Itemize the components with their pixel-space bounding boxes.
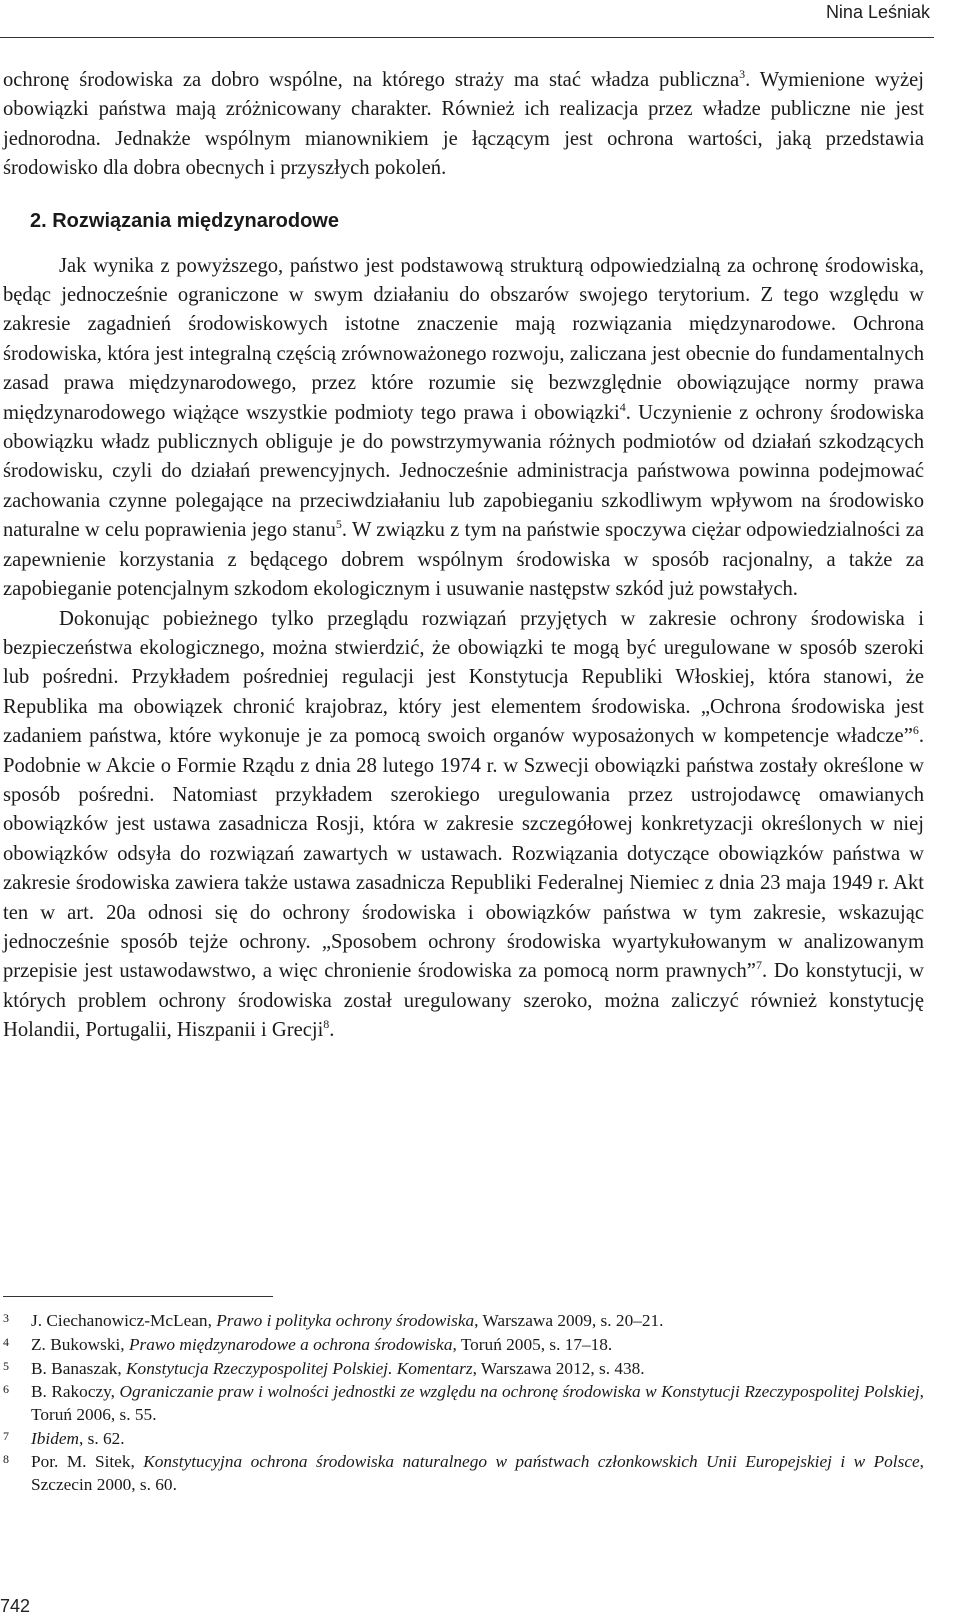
footnote-author: J. Ciechanowicz-McLean, <box>31 1311 217 1330</box>
footnote-ref-4[interactable]: 4 <box>619 399 626 414</box>
footnote-ref-5[interactable]: 5 <box>335 517 342 532</box>
footnote-number: 7 <box>3 1428 9 1443</box>
footnote-source: , Warszawa 2009, s. 20–21. <box>474 1311 664 1330</box>
footnote-number: 4 <box>3 1334 9 1349</box>
footnote-title: Prawo i polityka ochrony środowiska <box>216 1311 475 1330</box>
footnote-4 <box>3 1334 924 1357</box>
footnote-6 <box>3 1381 924 1426</box>
footnote-ref-7[interactable]: 7 <box>755 958 762 973</box>
footnote-8 <box>3 1451 924 1496</box>
footnote-7 <box>3 1428 924 1451</box>
footnote-title: Konstytucja Rzeczypospolitej Polskiej. Komentarz <box>126 1358 473 1378</box>
paragraph-3-text-c: . Do konstytucji, w których problem ochrony środowiska został uregulowany szeroko, można zaliczyć również konstytucję Holandii, Portugalii, Hiszpanii i Grecji <box>3 960 924 1042</box>
running-head-author: Nina Leśniak <box>825 2 930 22</box>
footnote-source: , Warszawa 2012, s. 438. <box>472 1358 645 1378</box>
footnote-rule <box>3 1296 273 1297</box>
paragraph-1 <box>3 66 924 184</box>
page-number: 742 <box>0 1596 31 1616</box>
footnote-source: , Toruń 2005, s. 17–18. <box>452 1334 613 1354</box>
footnote-author: Z. Bukowski, <box>31 1334 129 1354</box>
footnote-ref-6[interactable]: 6 <box>912 723 919 738</box>
footnote-title: Prawo międzynarodowe a ochrona środowiska <box>128 1334 453 1354</box>
body-text <box>3 66 924 1046</box>
footnote-author: B. Rakoczy, <box>31 1382 120 1402</box>
paragraph-1-text-a: ochronę środowiska za dobro wspólne, na którego straży ma stać władza publiczna <box>3 69 740 91</box>
paragraph-1-text-b: . Wymienione wyżej obowiązki państwa mają zróżnicowany charakter. Również ich realizacja przez władze publiczne nie jest jednorodna. Jednakże wspólnym mianownikiem je łączącym jest ochrona wartości, jaką przedstawia środowisko dla dobra obecnych i przyszłych pokoleń. <box>3 69 924 180</box>
footnote-ref-8[interactable]: 8 <box>323 1017 330 1032</box>
paragraph-3 <box>3 605 924 1046</box>
paragraph-2-text-b: . Uczynienie z ochrony środowiska obowiązku władz publicznych obliguje je do powstrzymywania różnych podmiotów od działań szkodzących środowisku, czyli do działań prewencyjnych. Jednocześnie administracja państwowa powinna podejmować zachowania czynne polegające na przeciwdziałaniu lub zapobieganiu szkodliwym wpływom na środowisko naturalne w celu poprawienia jego stanu <box>3 401 924 542</box>
section-heading: 2. Rozwiązania międzynarodowe <box>30 209 339 232</box>
footnote-title: Ograniczanie praw i wolności jednostki ze względu na ochronę środowiska w Konstytucji Rzeczypospolitej Polskiej <box>119 1382 920 1402</box>
header-rule <box>0 37 934 38</box>
footnote-3 <box>3 1310 924 1333</box>
footnote-source: , Toruń 2006, s. 55. <box>31 1382 924 1424</box>
footnote-number: 6 <box>3 1382 9 1397</box>
paragraph-2-text-c: . W związku z tym na państwie spoczywa ciężar odpowiedzialności za zapewnienie korzystania z będącego dobrem wspólnym środowiska w sposób racjonalny, a także za zapobieganie potencjalnym szkodom ekologicznym i usuwanie następstw szkód już powstałych. <box>3 519 924 601</box>
footnote-number: 5 <box>3 1358 9 1373</box>
paragraph-2-text-a: Jak wynika z powyższego, państwo jest podstawową strukturą odpowiedzialną za ochronę środowiska, będąc jednocześnie ograniczone w swym działaniu do obszarów swojego terytorium. Z tego względu w zakresie zagadnień środowiskowych istotne znaczenie mają rozwiązania międzynarodowe. Ochrona środowiska, która jest integralną częścią zrównoważonego rozwoju, zaliczana jest obecnie do fundamentalnych zasad prawa międzynarodowego, przez które rozumie się bezwzględnie obowiązujące normy prawa międzynarodowego wiążące wszystkie podmioty tego prawa i obowiązki <box>3 254 924 424</box>
footnote-5 <box>3 1358 924 1381</box>
footnote-title: Ibidem <box>31 1428 79 1448</box>
paragraph-3-text-d: . <box>329 1019 335 1042</box>
footnote-number: 8 <box>3 1452 9 1467</box>
footnote-number: 3 <box>3 1311 9 1325</box>
paragraph-2 <box>3 252 924 605</box>
footnote-title: Konstytucyjna ochrona środowiska naturalnego w państwach członkowskich Unii Europejskiej i w Polsce <box>143 1452 920 1472</box>
footnote-ref-3[interactable]: 3 <box>739 67 746 82</box>
footnote-author: Por. M. Sitek, <box>31 1452 144 1472</box>
footnote-source: , Szczecin 2000, s. 60. <box>31 1452 924 1494</box>
footnote-source: , s. 62. <box>79 1428 125 1448</box>
footnote-author: B. Banaszak, <box>31 1358 127 1378</box>
paragraph-3-text-b: . Podobnie w Akcie o Formie Rządu z dnia 28 lutego 1974 r. w Szwecji obowiązki państwa zostały określone w sposób pośredni. Natomiast przykładem szerokiego uregulowania przez ustrojodawcę omawianych obowiązków jest ustawa zasadnicza Rosji, która w zakresie szczegółowej konkretyzacji określonych w niej obowiązków odsyła do rozwiązań zawartych w ustawach. Rozwiązania dotyczące obowiązków państwa w zakresie środowiska zawiera także ustawa zasadnicza Republiki Federalnej Niemiec z dnia 23 maja 1949 r. Akt ten w art. 20a odnosi się do ochrony środowiska i obowiązków państwa w tym zakresie, wskazując jednocześnie sposób tejże ochrony. „Sposobem ochrony środowiska wyartykułowanym w analizowanym przepisie jest ustawodawstwo, a więc chronienie środowiska za pomocą norm prawnych” <box>3 725 924 983</box>
footnotes <box>3 1310 924 1498</box>
paragraph-3-text-a: Dokonując pobieżnego tylko przeglądu rozwiązań przyjętych w zakresie ochrony środowiska i bezpieczeństwa ekologicznego, można stwierdzić, że obowiązki te mogą być uregulowane w sposób szeroki lub pośredni. Przykładem pośredniej regulacji jest Konstytucja Republiki Włoskiej, która stanowi, że Republika ma obowiązek chronić krajobraz, który jest elementem środowiska. „Ochrona środowiska jest zadaniem państwa, które wykonuje je za pomocą swoich organów wyposażonych w kompetencje władcze” <box>3 607 924 748</box>
